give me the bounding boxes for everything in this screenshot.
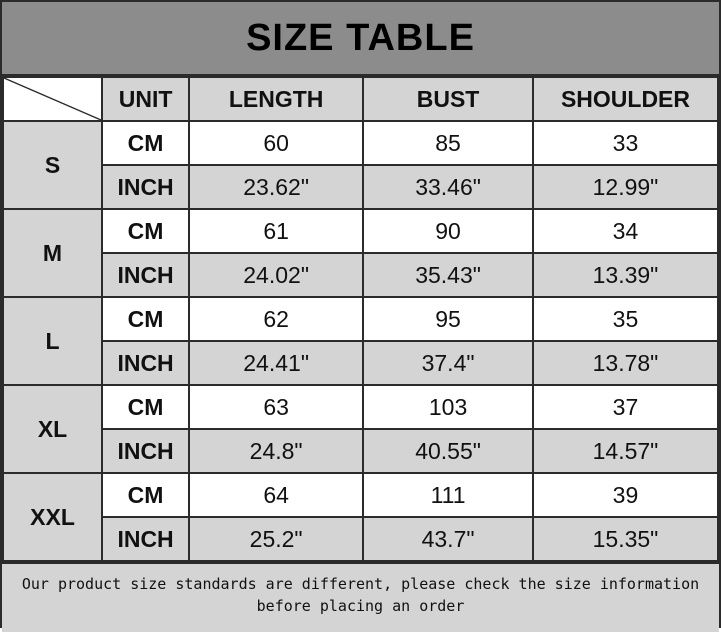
- column-header-unit: UNIT: [102, 77, 189, 121]
- shoulder-value: 12.99": [533, 165, 718, 209]
- unit-label: CM: [102, 297, 189, 341]
- bust-value: 40.55": [363, 429, 533, 473]
- shoulder-value: 15.35": [533, 517, 718, 561]
- bust-value: 103: [363, 385, 533, 429]
- shoulder-value: 13.39": [533, 253, 718, 297]
- footer-note: [2, 562, 719, 632]
- table-row: [3, 429, 718, 473]
- length-value: 60: [189, 121, 363, 165]
- footer-note-line-1: Our product size standards are different, please check the size information: [21, 575, 700, 593]
- bust-value: 111: [363, 473, 533, 517]
- bust-value: 43.7": [363, 517, 533, 561]
- unit-label: INCH: [102, 165, 189, 209]
- table-row: [3, 385, 718, 429]
- length-value: 61: [189, 209, 363, 253]
- bust-value: 85: [363, 121, 533, 165]
- shoulder-value: 13.78": [533, 341, 718, 385]
- shoulder-value: 14.57": [533, 429, 718, 473]
- column-header-shoulder: SHOULDER: [533, 77, 718, 121]
- size-table: [2, 76, 719, 562]
- shoulder-value: 34: [533, 209, 718, 253]
- unit-label: CM: [102, 385, 189, 429]
- shoulder-value: 35: [533, 297, 718, 341]
- size-label: XXL: [3, 473, 102, 561]
- bust-value: 37.4": [363, 341, 533, 385]
- length-value: 64: [189, 473, 363, 517]
- footer-note-line-2: before placing an order: [256, 596, 465, 615]
- title-bar: [2, 2, 719, 76]
- size-label: L: [3, 297, 102, 385]
- length-value: 62: [189, 297, 363, 341]
- table-row: [3, 253, 718, 297]
- unit-label: INCH: [102, 429, 189, 473]
- column-header-bust: BUST: [363, 77, 533, 121]
- bust-value: 33.46": [363, 165, 533, 209]
- bust-value: 90: [363, 209, 533, 253]
- length-value: 24.02": [189, 253, 363, 297]
- table-row: [3, 209, 718, 253]
- table-row: [3, 297, 718, 341]
- shoulder-value: 39: [533, 473, 718, 517]
- table-row: [3, 341, 718, 385]
- corner-diagonal-cell: [3, 77, 102, 121]
- length-value: 24.41": [189, 341, 363, 385]
- unit-label: CM: [102, 473, 189, 517]
- unit-label: CM: [102, 121, 189, 165]
- diagonal-line-icon: [4, 78, 101, 120]
- page-title: SIZE TABLE: [246, 16, 475, 59]
- unit-label: INCH: [102, 253, 189, 297]
- column-header-length: LENGTH: [189, 77, 363, 121]
- unit-label: CM: [102, 209, 189, 253]
- unit-label: INCH: [102, 341, 189, 385]
- size-label: XL: [3, 385, 102, 473]
- unit-label: INCH: [102, 517, 189, 561]
- length-value: 63: [189, 385, 363, 429]
- table-row: [3, 165, 718, 209]
- size-label: M: [3, 209, 102, 297]
- table-header-row: [3, 77, 718, 121]
- bust-value: 35.43": [363, 253, 533, 297]
- bust-value: 95: [363, 297, 533, 341]
- table-row: [3, 473, 718, 517]
- size-label: S: [3, 121, 102, 209]
- shoulder-value: 37: [533, 385, 718, 429]
- table-row: [3, 121, 718, 165]
- table-row: [3, 517, 718, 561]
- length-value: 23.62": [189, 165, 363, 209]
- shoulder-value: 33: [533, 121, 718, 165]
- length-value: 24.8": [189, 429, 363, 473]
- length-value: 25.2": [189, 517, 363, 561]
